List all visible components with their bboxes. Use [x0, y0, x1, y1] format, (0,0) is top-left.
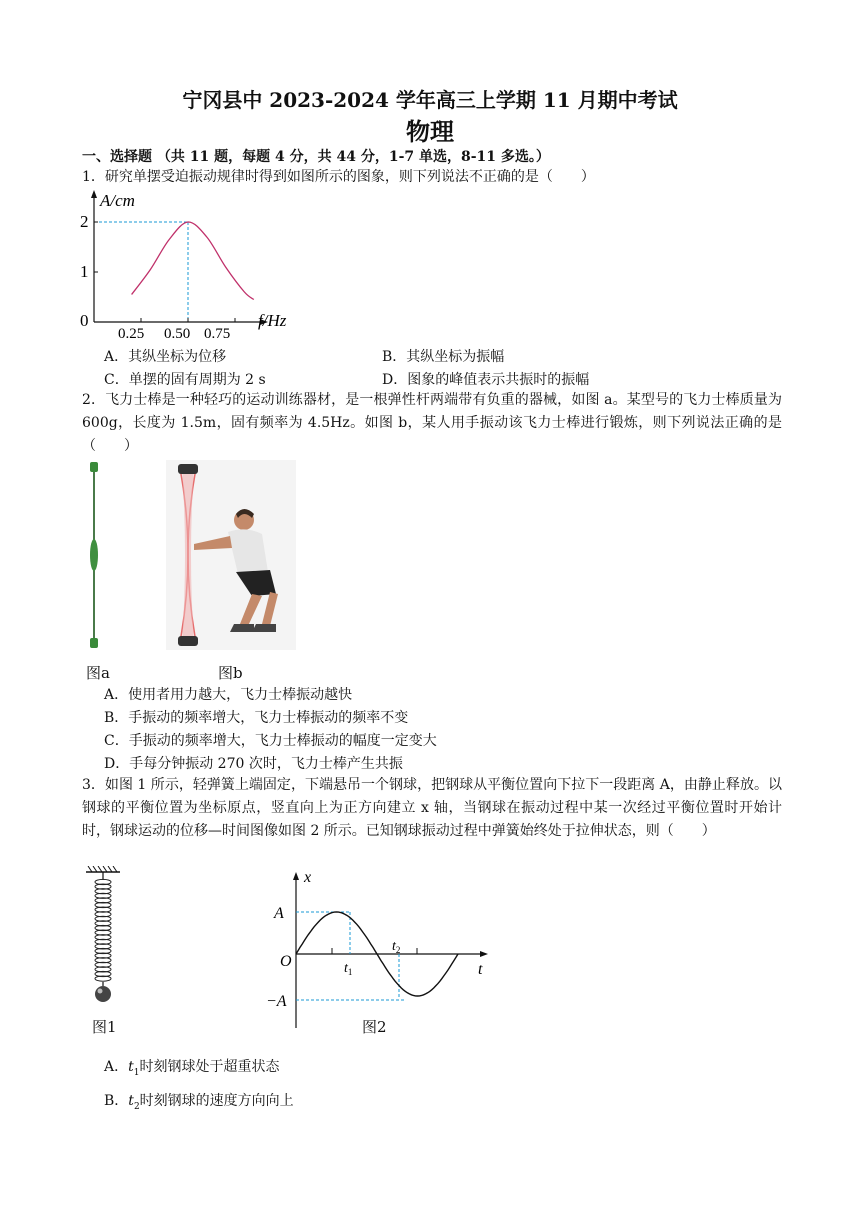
t-axis-label: t [478, 961, 483, 978]
q2-option-b[interactable]: B．手振动的频率增大，飞力士棒振动的频率不变 [104, 710, 409, 726]
q3-fig-1-caption: 图1 [92, 1018, 117, 1036]
q1-resonance-chart [76, 186, 300, 342]
amplitude-label: A [274, 905, 284, 922]
q2-fig-a-caption: 图a [86, 664, 110, 682]
x-tick-label: 0.25 [118, 326, 145, 342]
q2-fig-b-caption: 图b [218, 664, 243, 682]
q3-option-b[interactable]: B．$t_2$时刻钢球的速度方向向上 [104, 1093, 294, 1112]
y-axis-label: A/cm [100, 191, 135, 210]
q3-stem: 3．如图 1 所示，轻弹簧上端固定，下端悬吊一个钢球，把钢球从平衡位置向下拉下一段距离 A，由静止释放。以钢球的平衡位置为坐标原点，竖直向上为正方向建立 x 轴，当钢球在振动过程中某一次经过平衡位置时开始计时，钢球运动的位移—时间图像如图 2 所示。已知钢球振动过程中弹簧始终处于拉伸状态，则（ ） [82, 777, 782, 839]
negative-amplitude-label: −A [266, 993, 287, 1010]
q3-figure-1-spring [84, 866, 124, 1006]
q2-option-a[interactable]: A．使用者用力越大，飞力士棒振动越快 [104, 687, 353, 703]
q2-option-d[interactable]: D．手每分钟振动 270 次时，飞力士棒产生共振 [104, 756, 403, 772]
q3-fig-2-caption: 图2 [362, 1018, 387, 1036]
t2-label: $t_2$ [392, 939, 401, 955]
y-tick-label: 0 [80, 311, 89, 330]
q1-option-a[interactable]: A．其纵坐标为位移 [104, 349, 227, 365]
q1-option-c[interactable]: C．单摆的固有周期为 2 s [104, 372, 266, 388]
exam-title: 宁冈县中 2023-2024 学年高三上学期 11 月期中考试 [182, 88, 678, 112]
q2-stem: 2．飞力士棒是一种轻巧的运动训练器材，是一根弹性杆两端带有负重的器械，如图 a。某型号的飞力士棒质量为 600g，长度为 1.5m，固有频率为 4.5Hz。如图 b，某人用手振动该飞力士棒进行锻炼，则下列说法正确的是（ ） [82, 392, 782, 454]
series-line [132, 222, 254, 300]
q3-option-a[interactable]: A．$t_1$时刻钢球处于超重状态 [104, 1059, 280, 1078]
x-tick-label: 0.75 [204, 326, 231, 342]
vertical-axis-arrow-icon [293, 872, 299, 880]
q2-figure-a-flexi-bar [84, 460, 104, 650]
t-axis-arrow-icon [480, 951, 488, 957]
q1-option-b[interactable]: B．其纵坐标为振幅 [382, 349, 505, 365]
t1-label: $t_1$ [344, 961, 353, 977]
x-tick-label: 0.50 [164, 326, 191, 342]
subject-title: 物理 [406, 117, 454, 146]
steel-ball [95, 986, 111, 1002]
origin-label: O [280, 953, 292, 970]
y-tick-label: 1 [80, 262, 89, 281]
q3-figure-2-displacement-graph [262, 866, 494, 1034]
q2-figure-b-exercise-photo [166, 460, 296, 650]
y-axis-arrow-icon [91, 190, 97, 198]
q1-option-d[interactable]: D．图象的峰值表示共振时的振幅 [382, 372, 590, 388]
section-heading: 一、选择题 （共 11 题，每题 4 分，共 44 分，1-7 单选，8-11 多选。） [82, 149, 550, 165]
x-axis-label: f/Hz [258, 311, 287, 330]
x-axis-label: x [304, 869, 312, 886]
q1-stem: 1．研究单摆受迫振动规律时得到如图所示的图象，则下列说法不正确的是（ ） [82, 169, 595, 185]
q2-option-c[interactable]: C．手振动的频率增大，飞力士棒振动的幅度一定变大 [104, 733, 437, 749]
y-tick-label: 2 [80, 212, 89, 231]
